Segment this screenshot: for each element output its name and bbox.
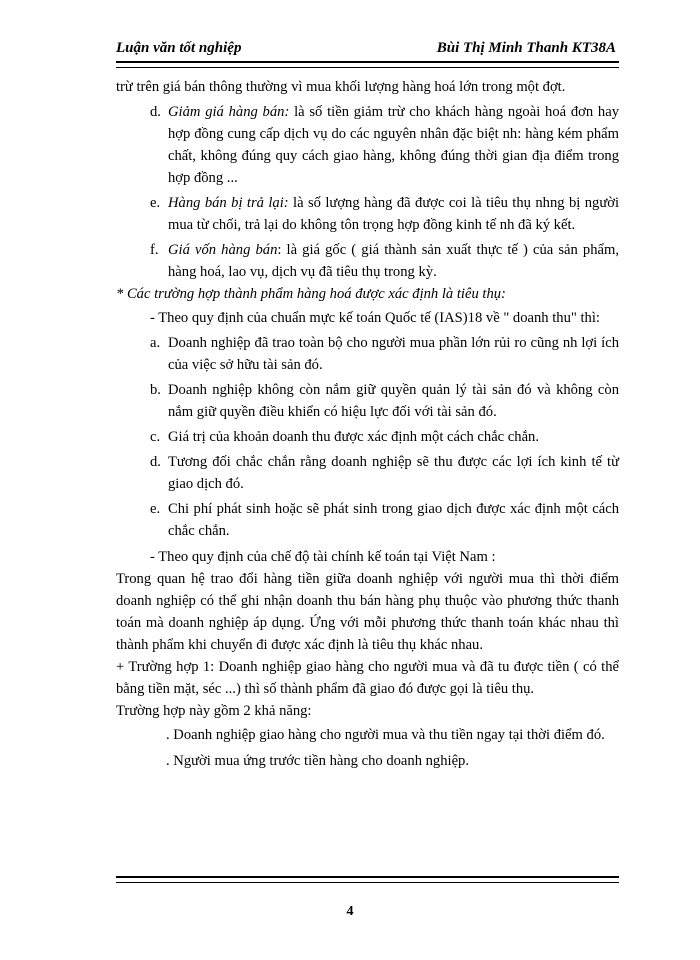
list-item (150, 192, 619, 236)
header-title: Luận văn tốt nghiệp (116, 40, 242, 56)
list-item (150, 239, 619, 283)
paragraph-case-intro: Trường hợp này gồm 2 khả năng: (116, 703, 312, 719)
list-item (150, 426, 619, 448)
list-item (150, 101, 619, 189)
term-definition: : là giá gốc ( giá thành sản xuất thực tế ) của sản phẩm, hàng hoá, lao vụ, dịch vụ đã tiêu thụ trong kỳ. (168, 242, 619, 280)
list-marker: e. (150, 501, 161, 517)
section-heading: * Các trường hợp thành phẩm hàng hoá được xác định là tiêu thụ: (116, 286, 506, 302)
term-definition: là số lượng hàng đã được coi là tiêu thụ nhng bị người mua từ chối, trả lại do không tôn trọng hợp đồng kinh tế nh đã ký kết. (168, 195, 620, 233)
list-marker: d. (150, 454, 161, 470)
term-italic: Giảm giá hàng bán: (168, 104, 290, 120)
term-italic: Hàng bán bị trả lại: (168, 195, 289, 211)
list-text: Giá trị của khoản doanh thu được xác định một cách chắc chắn. (168, 429, 540, 445)
page-body (116, 76, 619, 772)
list-item (150, 379, 619, 423)
paragraph-case1: + Trường hợp 1: Doanh nghiệp giao hàng cho người mua và đã tu được tiền ( có thể bằng tiền mặt, séc ...) thì số thành phẩm đã giao đó được gọi là tiêu thụ. (116, 659, 619, 697)
list-text: Doanh nghiệp không còn nắm giữ quyền quản lý tài sản đó và không còn nắm giữ quyền điều khiển có hiệu lực đối với tài sản đó. (168, 382, 619, 420)
list-marker: a. (150, 335, 161, 351)
list-text: Chi phí phát sinh hoặc sẽ phát sinh trong giao dịch được xác định một cách chắc chắn. (168, 501, 619, 539)
ias-intro: - Theo quy định của chuẩn mực kế toán Quốc tế (IAS)18 về " doanh thu" thì: (150, 310, 600, 326)
list-item (150, 498, 619, 542)
term-italic: Giá vốn hàng bán (168, 242, 278, 258)
list-marker: b. (150, 382, 161, 398)
list-text: Doanh nghiệp đã trao toàn bộ cho người mua phần lớn rủi ro cũng nh lợi ích của việc sở hữu tài sản đó. (168, 335, 619, 373)
header-rule (116, 61, 619, 68)
term-definition: là số tiền giảm trừ cho khách hàng ngoài hoá đơn hay hợp đồng cung cấp dịch vụ do các nguyên nhân đặc biệt nh: hàng kém phẩm chất, không đúng quy cách giao hàng, không đúng thời gian địa điểm trong hợp đồng ... (168, 104, 620, 186)
paragraph-trade: Trong quan hệ trao đổi hàng tiền giữa doanh nghiệp với người mua thì thời điểm doanh nghiệp có thể ghi nhận doanh thu bán hàng phụ thuộc vào phương thức thanh toán mà doanh nghiệp áp dụng. Ứng với mỗi phương thức thanh toán khác nhau thì thành phẩm khi chuyển đi được xác định là tiêu thụ khác nhau. (116, 571, 619, 653)
option-1: . Doanh nghiệp giao hàng cho người mua và thu tiền ngay tại thời điểm đó. (166, 727, 605, 743)
list-marker: e. (150, 195, 161, 211)
option-2: . Người mua ứng trước tiền hàng cho doanh nghiệp. (166, 753, 470, 769)
list-text: Tương đối chắc chắn rằng doanh nghiệp sẽ thu được các lợi ích kinh tế từ giao dịch đó. (168, 454, 619, 492)
header-author: Bùi Thị Minh Thanh KT38A (436, 40, 616, 56)
list-marker: c. (150, 429, 161, 445)
page-header (116, 38, 616, 60)
page-number: 4 (346, 904, 354, 919)
footer-rule (116, 876, 619, 883)
vn-intro: - Theo quy định của chế độ tài chính kế toán tại Việt Nam : (150, 549, 496, 565)
list-marker: d. (150, 104, 161, 120)
list-item (150, 332, 619, 376)
list-marker: f. (150, 242, 159, 258)
list-item (150, 451, 619, 495)
paragraph-continuation: trừ trên giá bán thông thường vì mua khối lượng hàng hoá lớn trong một đợt. (116, 79, 566, 95)
